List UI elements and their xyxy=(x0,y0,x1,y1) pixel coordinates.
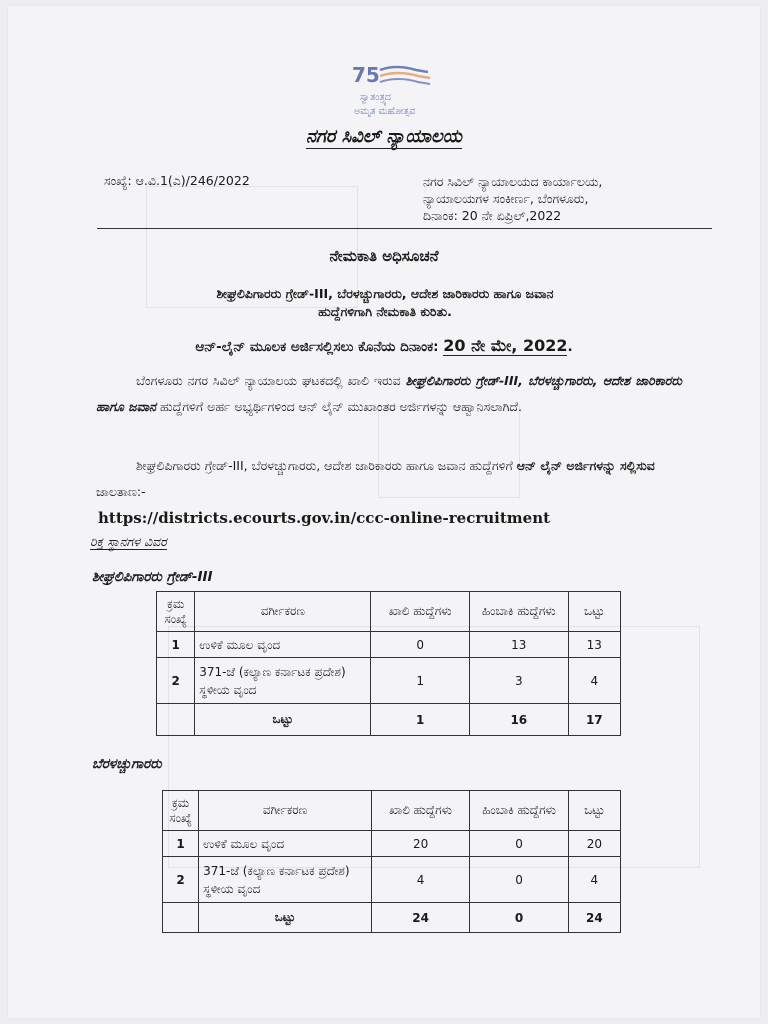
cell-total-label: ಒಟ್ಟು xyxy=(195,704,371,736)
cell-category: ಉಳಿಕೆ ಮೂಲ ವೃಂದ xyxy=(199,831,372,857)
cell-total: 24 xyxy=(568,903,620,933)
notice-date: ದಿನಾಂಕ: 20 ನೇ ಏಪ್ರಿಲ್,2022 xyxy=(423,208,562,223)
header-total: ಒಟ್ಟು xyxy=(568,592,620,632)
cell-category: ಉಳಿಕೆ ಮೂಲ ವೃಂದ xyxy=(195,632,371,658)
azadi-ka-amrit-mahotsav-logo xyxy=(346,60,446,122)
cell-backlog: 13 xyxy=(469,632,568,658)
para-text: ಜಾಲತಾಣ:- xyxy=(96,484,146,499)
cell-total-label: ಒಟ್ಟು xyxy=(199,903,372,933)
intro-paragraph xyxy=(96,368,682,420)
logo-line1: ಸ್ವಾತಂತ್ರ್ಯದ xyxy=(360,92,391,103)
cell-empty xyxy=(163,903,199,933)
header-category: ವರ್ಗೀಕರಣ xyxy=(199,791,372,831)
cell-total: 20 xyxy=(568,831,620,857)
office-line: ನಗರ ಸಿವಿಲ್ ನ್ಯಾಯಾಲಯದ ಕಾರ್ಯಾಲಯ, xyxy=(423,174,603,189)
cell-category: 371-ಜೆ (ಕಲ್ಯಾಣ ಕರ್ನಾಟಕ ಪ್ರದೇಶ) ಸ್ಥಳೀಯ ವೃಂದ xyxy=(195,658,371,704)
logo-line2: ಅಮೃತ ಮಹೋತ್ಸವ xyxy=(354,106,416,117)
cell-sl: 1 xyxy=(157,632,195,658)
cell-total: 13 xyxy=(568,632,620,658)
header-backlog: ಹಿಂಬಾಕಿ ಹುದ್ದೆಗಳು xyxy=(470,791,568,831)
office-line: ನ್ಯಾಯಾಲಯಗಳ ಸಂಕೀರ್ಣ, ಬೆಂಗಳೂರು, xyxy=(423,191,589,206)
vacancy-heading: ರಿಕ್ತ ಸ್ಥಾನಗಳ ವಿವರ xyxy=(90,534,167,549)
deadline-label: ಆನ್-ಲೈನ್ ಮೂಲಕ ಅರ್ಜಿಸಲ್ಲಿಸಲು ಕೊನೆಯ ದಿನಾಂಕ: xyxy=(195,339,439,355)
reference-number: ಸಂಖ್ಯೆ: ಆ.ವಿ.1(ಎ)/246/2022 xyxy=(104,173,250,188)
table-row xyxy=(163,831,621,857)
header-backlog: ಹಿಂಬಾಕಿ ಹುದ್ದೆಗಳು xyxy=(469,592,568,632)
header-category: ವರ್ಗೀಕರಣ xyxy=(195,592,371,632)
table-total-row xyxy=(157,704,621,736)
application-deadline: ಆನ್-ಲೈನ್ ಮೂಲಕ ಅರ್ಜಿಸಲ್ಲಿಸಲು ಕೊನೆಯ ದಿನಾಂಕ: 20 ನೇ ಮೇ, 2022. xyxy=(195,336,573,355)
header-vacant: ಖಾಲಿ ಹುದ್ದೆಗಳು xyxy=(371,592,470,632)
stenographer-section-title: ಶೀಘ್ರಲಿಪಿಗಾರರು ಗ್ರೇಡ್-III xyxy=(92,569,213,585)
notice-title: ನೇಮಕಾತಿ ಅಧಿಸೂಚನೆ xyxy=(329,247,439,265)
cell-backlog: 16 xyxy=(469,704,568,736)
cell-backlog: 0 xyxy=(470,831,568,857)
cell-vacant: 1 xyxy=(371,704,470,736)
para-text: ಶೀಘ್ರಲಿಪಿಗಾರರು ಗ್ರೇಡ್-III, ಬೆರಳಚ್ಚುಗಾರರು, ಆದೇಶ ಜಾರಿಕಾರರು ಹಾಗೂ ಜವಾನ ಹುದ್ದೆಗಳಿಗೆ xyxy=(136,458,513,473)
office-address xyxy=(423,173,602,224)
cell-total: 17 xyxy=(568,704,620,736)
cell-sl: 1 xyxy=(163,831,199,857)
logo-numeral: 75 xyxy=(352,63,380,87)
table-row xyxy=(163,857,621,903)
table-row xyxy=(157,632,621,658)
website-paragraph xyxy=(96,453,682,505)
stenographer-vacancy-table xyxy=(156,591,621,736)
court-name-heading: ನಗರ ಸಿವಿಲ್ ನ್ಯಾಯಾಲಯ xyxy=(306,126,462,147)
subject-line: ಹುದ್ದೆಗಳಿಗಾಗಿ ನೇಮಕಾತಿ ಕುರಿತು. xyxy=(318,304,452,319)
header-sl: ಕ್ರಮ ಸಂಖ್ಯೆ xyxy=(163,791,199,831)
header-sl: ಕ್ರಮ ಸಂಖ್ಯೆ xyxy=(157,592,195,632)
cell-empty xyxy=(157,704,195,736)
para-bold: ಆನ್ ಲೈನ್ ಅರ್ಜಿಗಳನ್ನು ಸಲ್ಲಿಸುವ xyxy=(516,458,655,473)
cell-vacant: 0 xyxy=(371,632,470,658)
table-header-row xyxy=(163,791,621,831)
cell-category: 371-ಜೆ (ಕಲ್ಯಾಣ ಕರ್ನಾಟಕ ಪ್ರದೇಶ) ಸ್ಥಳೀಯ ವೃಂದ xyxy=(199,857,372,903)
cell-vacant: 4 xyxy=(371,857,469,903)
cell-sl: 2 xyxy=(157,658,195,704)
header-vacant: ಖಾಲಿ ಹುದ್ದೆಗಳು xyxy=(371,791,469,831)
notice-subject xyxy=(130,285,640,321)
header-total: ಒಟ್ಟು xyxy=(568,791,620,831)
para-text: ಬೆಂಗಳೂರು ನಗರ ಸಿವಿಲ್ ನ್ಯಾಯಾಲಯ ಘಟಕದಲ್ಲಿ ಖಾಲಿ ಇರುವ xyxy=(136,373,401,388)
subject-line: ಶೀಘ್ರಲಿಪಿಗಾರರು ಗ್ರೇಡ್-III, ಬೆರಳಚ್ಚುಗಾರರು, ಆದೇಶ ಜಾರಿಕಾರರು ಹಾಗೂ ಜವಾನ xyxy=(216,286,554,301)
cell-sl: 2 xyxy=(163,857,199,903)
cell-total: 4 xyxy=(568,658,620,704)
posts-list: ಶೀಘ್ರಲಿಪಿಗಾರರು ಗ್ರೇಡ್-III, ಬೆರಳಚ್ಚುಗಾರರು, ಆದೇಶ ಜಾರಿಕಾರರು ಹಾಗೂ ಜವಾನ xyxy=(96,373,682,414)
table-row xyxy=(157,658,621,704)
cell-backlog: 3 xyxy=(469,658,568,704)
para-text: ಹುದ್ದೆಗಳಿಗೆ ಅರ್ಹ ಅಭ್ಯರ್ಥಿಗಳಿಂದ ಆನ್ ಲೈನ್ ಮುಖಾಂತರ ಅರ್ಜಿಗಳನ್ನು ಆಹ್ವಾನಿಸಲಾಗಿದೆ. xyxy=(159,399,522,414)
header-divider xyxy=(97,228,712,229)
cell-vacant: 1 xyxy=(371,658,470,704)
cell-total: 4 xyxy=(568,857,620,903)
table-header-row xyxy=(157,592,621,632)
recruitment-url[interactable]: https://districts.ecourts.gov.in/ccc-online-recruitment xyxy=(98,509,551,527)
cell-backlog: 0 xyxy=(470,903,568,933)
deadline-date: 20 ನೇ ಮೇ, 2022 xyxy=(443,336,568,355)
cell-vacant: 20 xyxy=(371,831,469,857)
typist-section-title: ಬೆರಳಚ್ಚುಗಾರರು xyxy=(92,756,162,772)
table-total-row xyxy=(163,903,621,933)
typist-vacancy-table xyxy=(162,790,621,933)
cell-backlog: 0 xyxy=(470,857,568,903)
cell-vacant: 24 xyxy=(371,903,469,933)
